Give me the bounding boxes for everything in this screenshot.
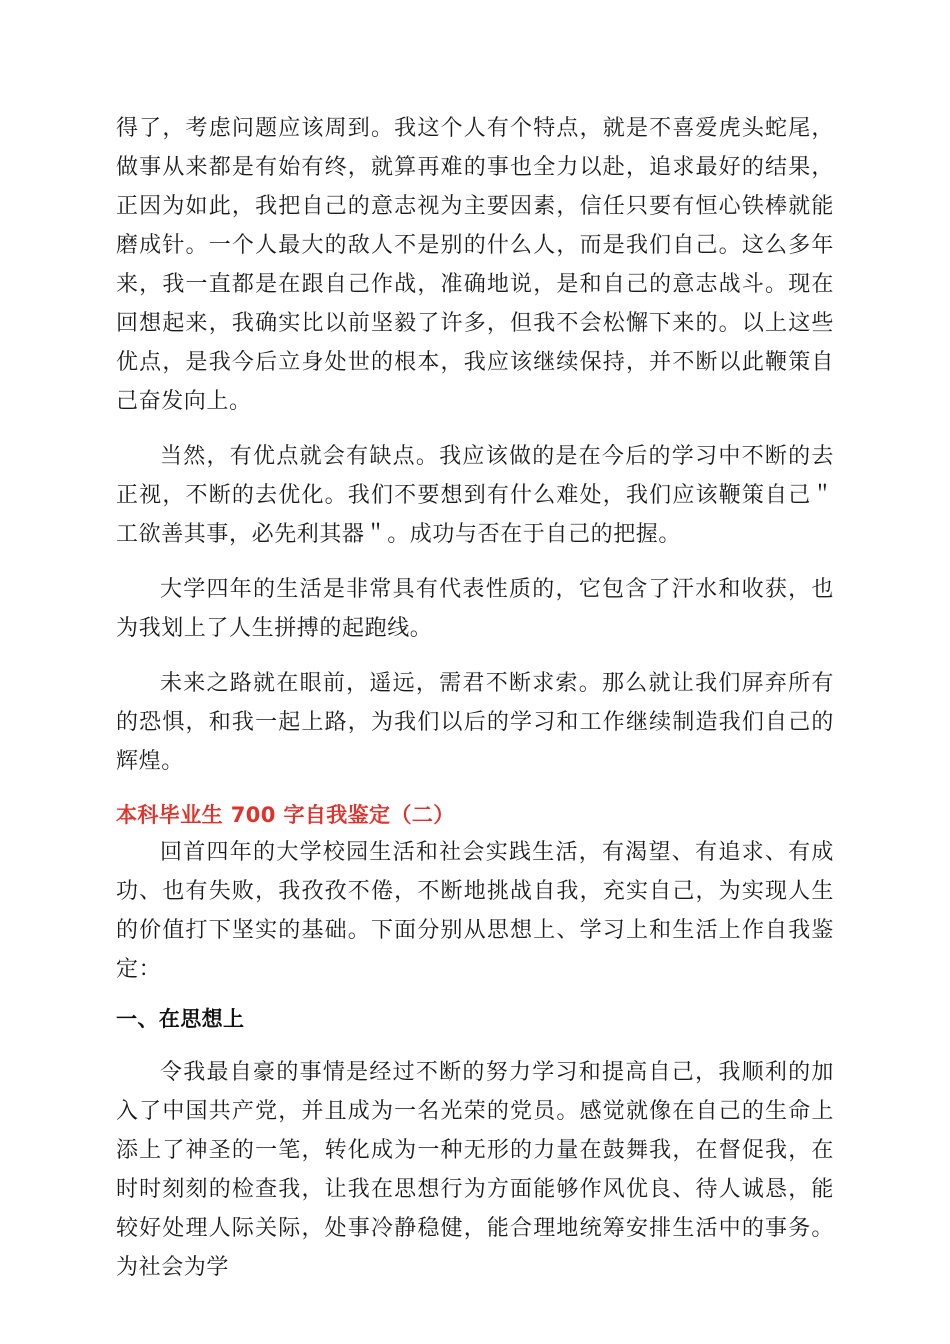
paragraph-continuation: 得了，考虑问题应该周到。我这个人有个特点，就是不喜爱虎头蛇尾，做事从来都是有始有终，就算再难的事也全力以赴，追求最好的结果，正因为如此，我把自己的意志视为主要因素，信任只要有恒心铁棒就能磨成针。一个人最大的敌人不是别的什么人，而是我们自己。这么多年来，我一直都是在跟自己作战，准确地说，是和自己的意志战斗。现在回想起来，我确实比以前坚毅了许多，但我不会松懈下来的。以上这些优点，是我今后立身处世的根本，我应该继续保持，并不断以此鞭策自己奋发向上。 <box>116 116 834 414</box>
section-title: 本科毕业生 700 字自我鉴定（二） <box>116 803 455 827</box>
document-body <box>116 109 834 1287</box>
paragraph-future: 未来之路就在眼前，遥远，需君不断求索。那么就让我们屏弃所有的恐惧，和我一起上路，为我们以后的学习和工作继续制造我们自己的辉煌。 <box>116 671 834 774</box>
paragraph-intro: 回首四年的大学校园生活和社会实践生活，有渴望、有追求、有成功、也有失败，我孜孜不倦，不断地挑战自我，充实自己，为实现人生的价值打下坚实的基础。下面分别从思想上、学习上和生活上作自我鉴定： <box>116 840 834 982</box>
paragraph-shortcomings: 当然，有优点就会有缺点。我应该做的是在今后的学习中不断的去正视，不断的去优化。我们不要想到有什么难处，我们应该鞭策自己＂工欲善其事，必先利其器＂。成功与否在于自己的把握。 <box>116 444 834 547</box>
subsection-title: 一、在思想上 <box>116 1007 245 1031</box>
paragraph-university-life: 大学四年的生活是非常具有代表性质的，它包含了汗水和收获，也为我划上了人生拼搏的起跑线。 <box>116 577 834 641</box>
paragraph-ideology: 令我最自豪的事情是经过不断的努力学习和提高自己，我顺利的加入了中国共产党，并且成为一名光荣的党员。感觉就像在自己的生命上添上了神圣的一笔，转化成为一种无形的力量在鼓舞我，在督促我，在时时刻刻的检查我，让我在思想行为方面能够作风优良、待人诚恳，能较好处理人际关际，处事冷静稳健，能合理地统筹安排生活中的事务。为社会为学 <box>116 1060 834 1280</box>
